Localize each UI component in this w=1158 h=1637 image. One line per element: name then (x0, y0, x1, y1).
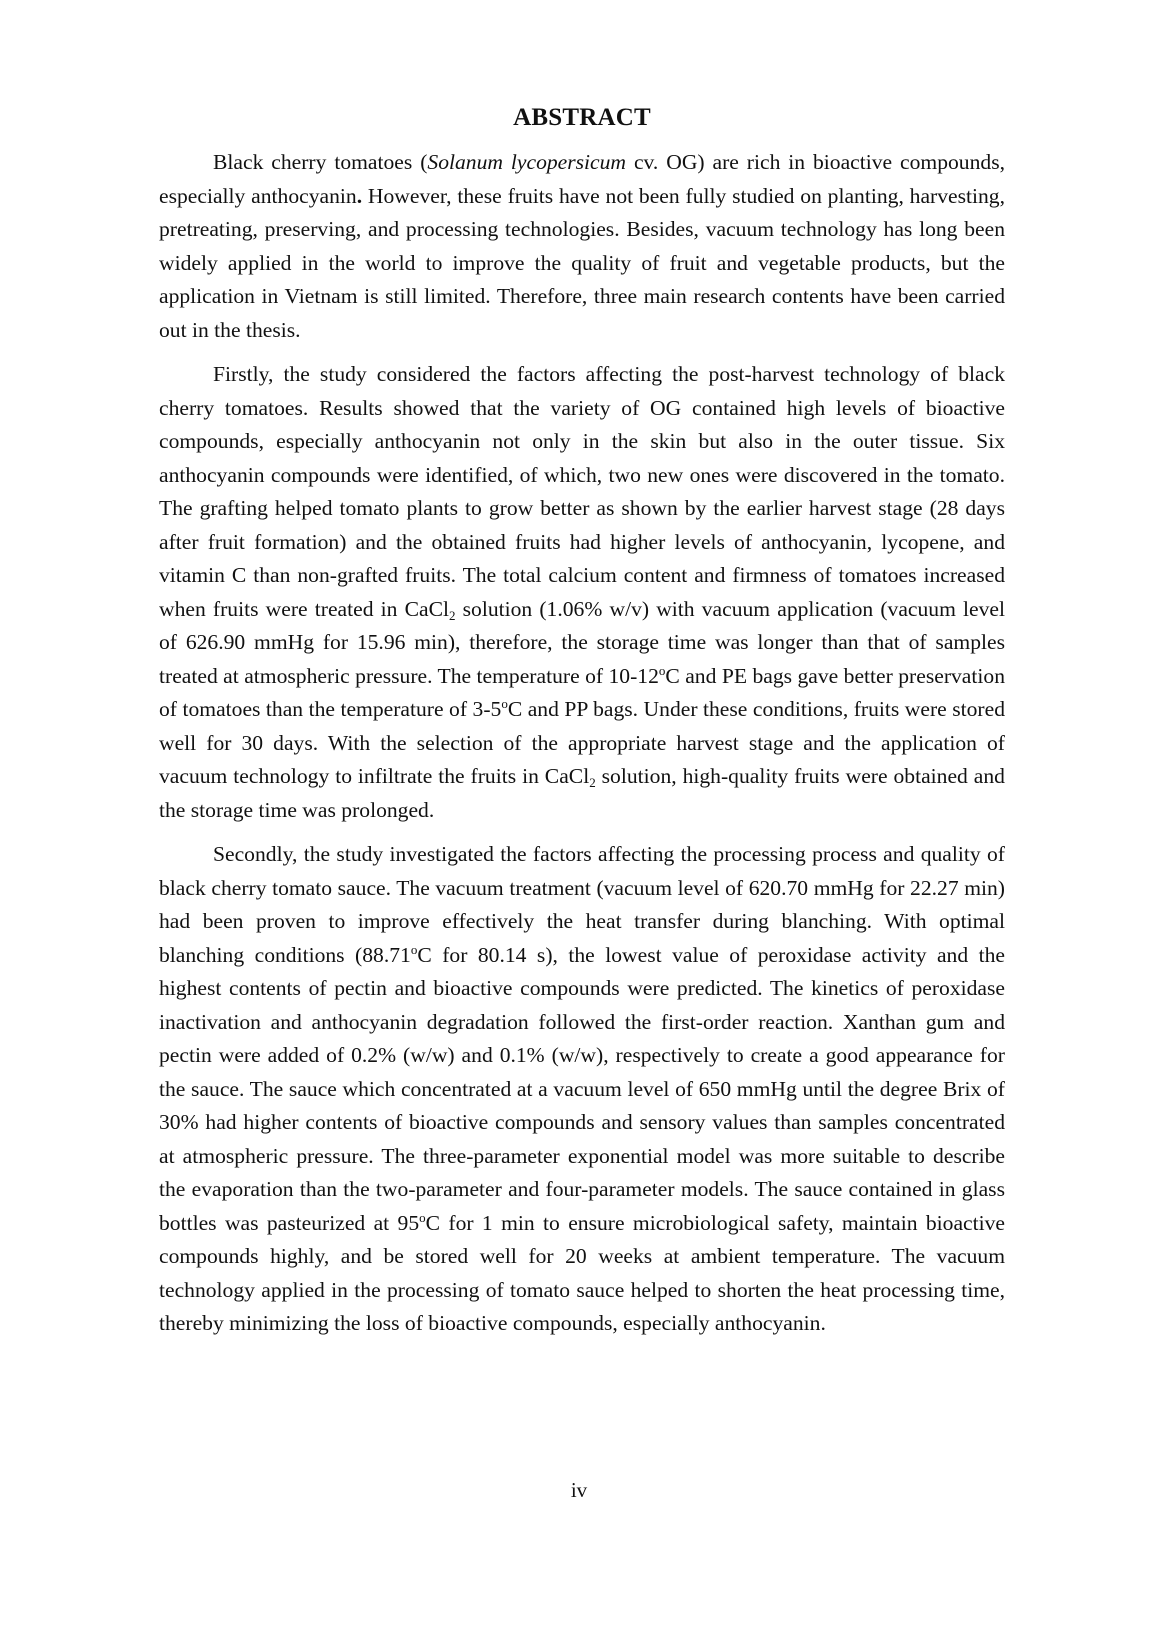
superscript-degree: o (658, 662, 666, 678)
paragraph-firstly (159, 358, 1005, 827)
italic-term: Solanum lycopersicum (427, 150, 627, 174)
page-number: iv (570, 1478, 588, 1502)
text-run: C for 80.14 s), the lowest value of peroxidase activity and the highest contents of pectin and bioactive compounds were predicted. The kinetics of peroxidase inactivation and anthocyanin degradation followed the first-order reaction. Xanthan gum and pectin were added of 0.2% (w/w) and 0.1% (w/w), respectively to create a good appearance for the sauce. The sauce which concentrated at a vacuum level of 650 mmHg until the degree Brix of 30% had higher contents of bioactive compounds and sensory values than samples concentrated at atmospheric pressure. The three-parameter exponential model was more suitable to describe the evaporation than the two-parameter and four-parameter models. The sauce contained in glass bottles was pasteurized at 95 (159, 942, 1006, 1235)
text-run: C and PP bags. Under these conditions, fruits were stored well for 30 days. With the selection of the appropriate harvest stage and the application of vacuum technology to infiltrate the fruits in CaCl (159, 697, 1006, 788)
superscript-degree: o (501, 696, 508, 711)
text-run: solution (1.06% w/v) with vacuum application (vacuum level of 626.90 mmHg for 15.96 min), therefore, the storage time was longer than that of samples treated at atmospheric pressure. The temperature of 10-12 (159, 596, 1005, 688)
text-run: C and PE bags gave better preservation of tomatoes than the temperature of 3-5 (159, 663, 1005, 721)
document-page (159, 104, 1005, 1352)
text-run: cv. OG) are rich in bioactive compounds, especially anthocyanin (159, 150, 1005, 208)
text-run: C for 1 min to ensure microbiological safety, maintain bioactive compounds highly, and be stored well for 20 weeks at ambient temperature. The vacuum technology applied in the processing of tomato sauce helped to shorten the heat processing time, thereby minimizing the loss of bioactive compounds, especially anthocyanin. (159, 1210, 1005, 1335)
text-run: . (356, 183, 363, 208)
text-run: Black cherry tomatoes ( (213, 150, 428, 174)
text-run: solution, high-quality fruits were obtained and the storage time was prolonged. (159, 764, 1005, 822)
superscript-degree: o (419, 1209, 426, 1225)
text-run: Secondly, the study investigated the factors affecting the processing process and quality of black cherry tomato sauce. The vacuum treatment (vacuum level of 620.70 mmHg for 22.27 min) had been proven to improve effectively the heat transfer during blanching. With optimal blanching conditions (88.71 (159, 842, 1005, 967)
paragraph-secondly (159, 838, 1005, 1341)
paragraph-intro (159, 146, 1005, 347)
subscript: 2 (448, 607, 456, 623)
abstract-title: ABSTRACT (513, 104, 651, 131)
text-run: Firstly, the study considered the factors affecting the post-harvest technology of black cherry tomatoes. Results showed that the variety of OG contained high levels of bioactive compounds, especially anthocyanin not only in the skin but also in the outer tissue. Six anthocyanin compounds were identified, of which, two new ones were discovered in the tomato. The grafting helped tomato plants to grow better as shown by the earlier harvest stage (28 days after fruit formation) and the obtained fruits had higher levels of anthocyanin, lycopene, and vitamin C than non-grafted fruits. The total calcium content and firmness of tomatoes increased when fruits were treated in CaCl (159, 362, 1005, 621)
text-run: However, these fruits have not been fully studied on planting, harvesting, pretreating, preserving, and processing technologies. Besides, vacuum technology has long been widely applied in the world to improve the quality of fruit and vegetable products, but the application in Vietnam is still limited. Therefore, three main research contents have been carried out in the thesis. (159, 183, 1006, 342)
superscript-degree: o (410, 941, 418, 957)
subscript: 2 (589, 775, 596, 790)
